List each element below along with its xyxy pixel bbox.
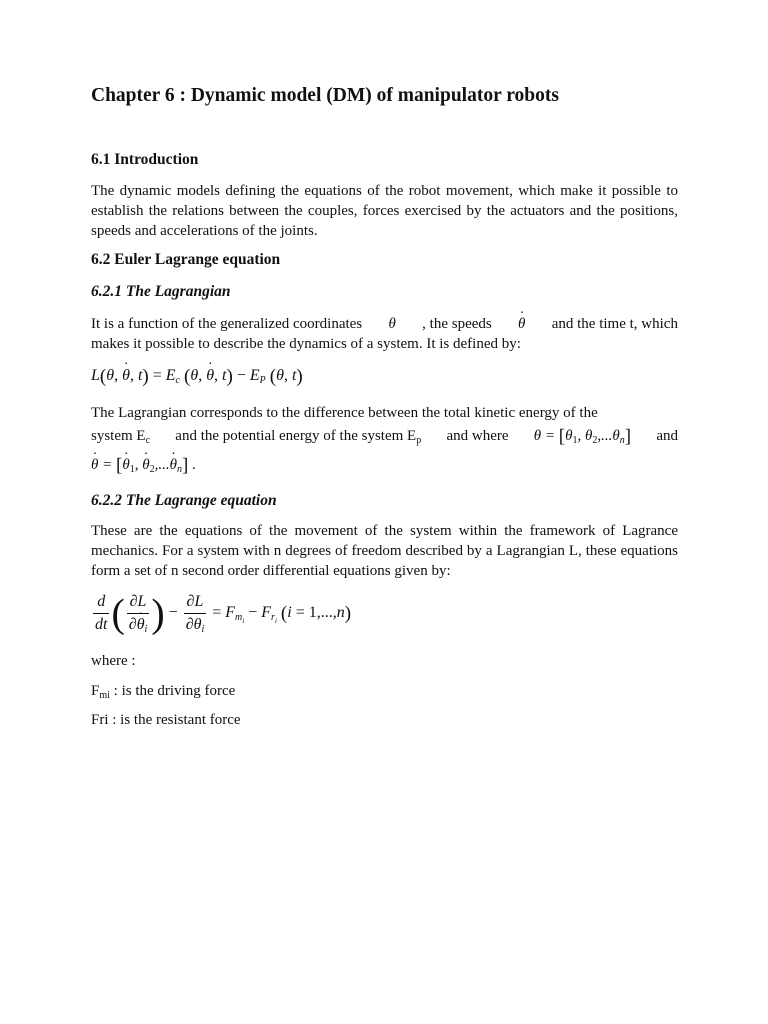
lagrangian-paragraph-line-1	[91, 314, 678, 334]
text-and-the-time: and the time t, which	[551, 316, 678, 332]
text-the-speeds: , the speeds	[422, 316, 492, 332]
text-potential-energy: and the potential energy of the system E	[175, 428, 417, 444]
text-generalized-coordinates: It is a function of the generalized coordinates	[91, 316, 363, 332]
subsection-heading-6-2-2: 6.2.2 The Lagrange equation	[91, 492, 277, 509]
theta-symbol: θ	[388, 316, 396, 332]
lagrangian-equation: L(θ, θ ·, $t) = E_c$ (θ, θ ·, $t) - E_P$ (θ, t)	[91, 366, 678, 388]
text-system-e: system E	[91, 428, 146, 444]
text-and: and	[656, 428, 678, 444]
chapter-title: Chapter 6 : Dynamic model (DM) of manipulator robots	[91, 85, 559, 106]
kinetic-energy-paragraph-line-1: The Lagrangian corresponds to the difference between the total kinetic energy of the	[91, 405, 598, 421]
driving-force-definition: $F_{mi}$ : is the driving force	[91, 683, 236, 701]
text-and-where: and where	[446, 428, 509, 444]
where-label: where :	[91, 653, 136, 669]
theta-dot-vector-equation: θ · = [$\theta \cdot_1$, $\theta \cdot_2,...\theta \cdot_n$] .	[91, 455, 678, 476]
lagrange-equation: $\frac{d}{dt}$ ( $\frac{\partial L}{\partial\theta \cdot_i}$ ) − $\frac{\partial L}{\partial\theta_i}$ = $F_{m_i} - F_{r_i}$ (i = 1,...,n)	[91, 592, 678, 635]
subsection-heading-6-2-1: 6.2.1 The Lagrangian	[91, 283, 231, 300]
theta-vector-equation: $\theta = [\theta_1$, $\theta_2,...\theta_n$]	[533, 426, 632, 447]
resistant-force-definition: Fri : is the resistant force	[91, 712, 241, 728]
intro-paragraph: The dynamic models defining the equations of the robot movement, which make it possible to establish the relations between the couples, forces exercised by the actuators and the positions, speeds and accelerations of the joints.	[91, 183, 678, 239]
subscript-p: p	[416, 435, 422, 446]
section-heading-6-2: 6.2 Euler Lagrange equation	[91, 251, 281, 268]
section-heading-6-1: 6.1 Introduction	[91, 151, 199, 168]
lagrangian-paragraph-line-2: makes it possible to describe the dynamics of a system. It is defined by:	[91, 336, 521, 352]
subscript-c: c	[145, 435, 151, 446]
kinetic-energy-paragraph-line-2	[91, 426, 678, 447]
theta-dot-symbol: θ ·	[518, 314, 525, 334]
lagrange-equation-paragraph: These are the equations of the movement of the system within the framework of Lagrance mechanics. For a system with n degrees of freedom described by a Lagrangian L, these equations form a set of n second order differential equations given by:	[91, 523, 678, 579]
